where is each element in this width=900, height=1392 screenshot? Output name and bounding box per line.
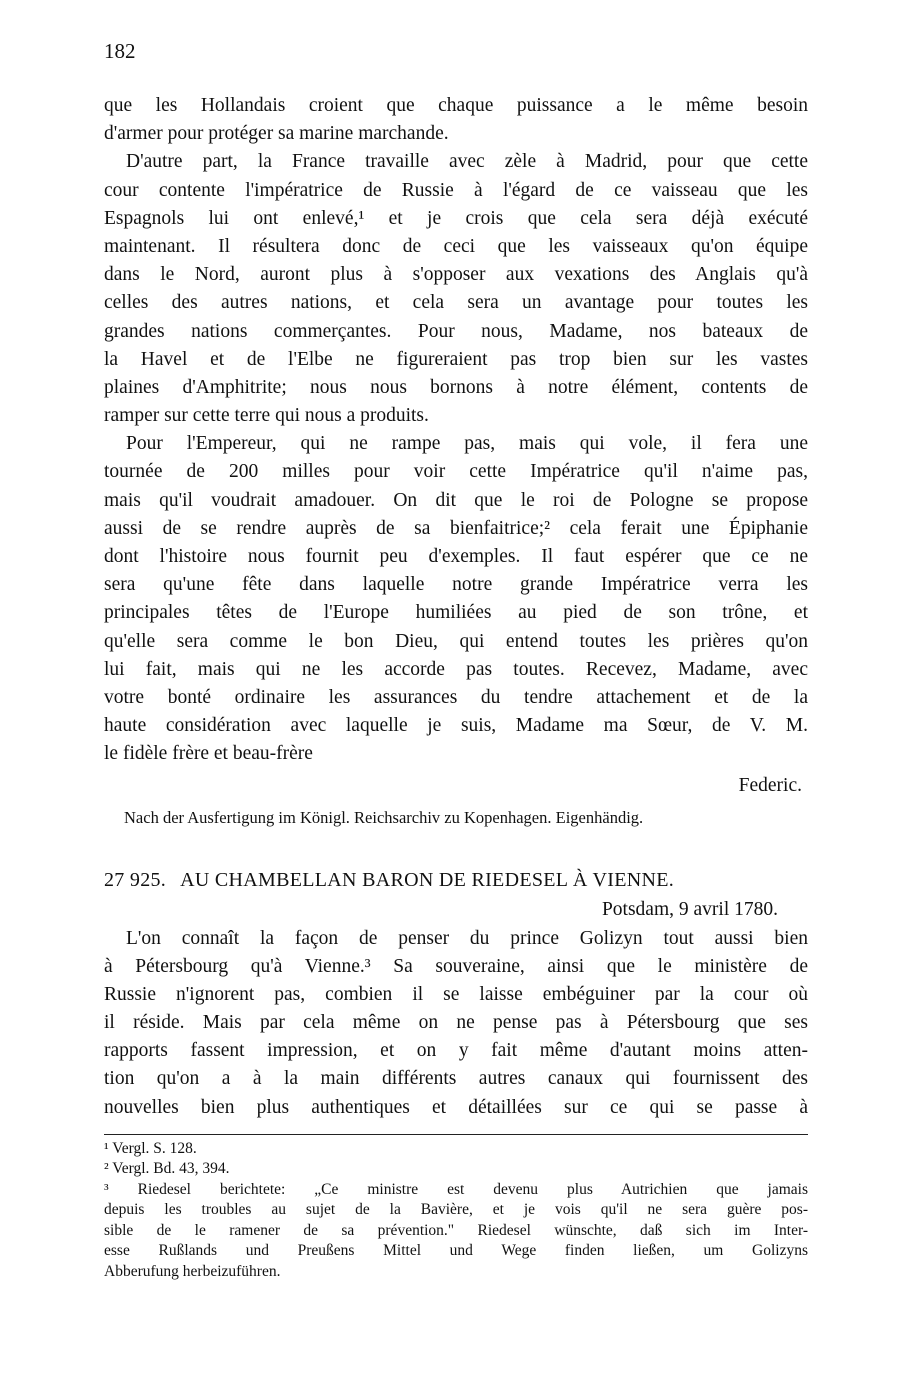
text-line: haute considération avec laquelle je suis, Madame ma Sœur, de V. M. [104, 715, 808, 737]
footnote-line: depuis les troubles au sujet de la Bavière, et je vois qu'il ne sera guère pos- [104, 1201, 808, 1219]
text-line: maintenant. Il résultera donc de ceci que les vaisseaux qu'on équipe [104, 235, 808, 257]
text-line: Espagnols lui ont enlevé,¹ et je crois que cela sera déjà exécuté [104, 207, 808, 229]
letter-body-1 [104, 92, 808, 769]
text-line: dans le Nord, auront plus à s'opposer aux vexations des Anglais qu'à [104, 264, 808, 286]
text-line: L'on connaît la façon de penser du prince Golizyn tout aussi bien [126, 927, 808, 949]
text-line: il réside. Mais par cela même on ne pense pas à Pétersbourg que ses [104, 1012, 808, 1034]
text-line: D'autre part, la France travaille avec zèle à Madrid, pour que cette [126, 151, 808, 173]
text-line: mais qu'il voudrait amadouer. On dit que le roi de Pologne se propose [104, 489, 808, 511]
footnote-line: esse Rußlands und Preußens Mittel und Wege finden ließen, um Golizyns [104, 1242, 808, 1260]
text-line: rapports fassent impression, et on y fait même d'autant moins atten- [104, 1040, 808, 1062]
text-line: dont l'histoire nous fournit peu d'exemples. Il faut espérer que ce ne [104, 546, 808, 567]
text-line: Russie n'ignorent pas, combien il se laisse embéguiner par la cour où [104, 983, 808, 1005]
text-line: qu'elle sera comme le bon Dieu, qui entend toutes les prières qu'on [104, 630, 808, 652]
footnote-divider [104, 1134, 808, 1135]
text-line: plaines d'Amphitrite; nous nous bornons à notre élément, contents de [104, 376, 808, 398]
document-page [104, 36, 808, 1282]
signature: Federic. [738, 774, 802, 796]
footnote-line: Abberufung herbeizuführen. [104, 1262, 281, 1280]
text-line: sera qu'une fête dans laquelle notre grande Impératrice verra les [104, 574, 808, 596]
text-line: aussi de se rendre auprès de sa bienfaitrice;² cela ferait une Épiphanie [104, 517, 808, 539]
footnote-line: ¹ Vergl. S. 128. [104, 1139, 197, 1157]
text-line: ramper sur cette terre qui nous a produits. [104, 405, 429, 427]
text-line: d'armer pour protéger sa marine marchande. [104, 123, 449, 145]
letter-heading [104, 865, 808, 895]
text-line: le fidèle frère et beau-frère [104, 743, 313, 765]
footnotes [104, 1139, 808, 1283]
text-line: Pour l'Empereur, qui ne rampe pas, mais qui vole, il fera une [126, 433, 808, 455]
text-line: tournée de 200 milles pour voir cette Impératrice qu'il n'aime pas, [104, 461, 808, 483]
footnote-line: ³ Riedesel berichtete: „Ce ministre est devenu plus Autrichien que jamais [104, 1180, 808, 1198]
letter-title: AU CHAMBELLAN BARON DE RIEDESEL À VIENNE. [180, 868, 675, 891]
source-note: Nach der Ausfertigung im Königl. Reichsarchiv zu Kopenhagen. Eigenhändig. [124, 807, 644, 827]
dateline: Potsdam, 9 avril 1780. [601, 898, 778, 920]
letter-number: 27 925. [104, 868, 167, 891]
text-line: principales têtes de l'Europe humiliées au pied de son trône, et [104, 602, 808, 624]
footnote-line: sible de le ramener de sa prévention." Riedesel wünschte, daß sich im Inter- [104, 1221, 808, 1239]
footnote-line: ² Vergl. Bd. 43, 394. [104, 1160, 230, 1178]
text-line: lui fait, mais qui ne les accorde pas toutes. Recevez, Madame, avec [104, 658, 808, 680]
text-line: à Pétersbourg qu'à Vienne.³ Sa souveraine, ainsi que le ministère de [104, 955, 808, 977]
text-line: grandes nations commerçantes. Pour nous, Madame, nos bateaux de [104, 320, 808, 342]
letter-body-2 [104, 925, 808, 1122]
text-line: nouvelles bien plus authentiques et détaillées sur ce qui se passe à [104, 1096, 808, 1118]
text-line: votre bonté ordinaire les assurances du tendre attachement et de la [104, 686, 808, 708]
text-line: que les Hollandais croient que chaque puissance a le même besoin [104, 95, 808, 116]
text-line: tion qu'on a à la main différents autres canaux qui fournissent des [104, 1068, 808, 1090]
page-number: 182 [104, 39, 136, 63]
text-line: la Havel et de l'Elbe ne figureraient pas trop bien sur les vastes [104, 348, 808, 370]
text-line: celles des autres nations, et cela sera un avantage pour toutes les [104, 292, 808, 314]
text-line: cour contente l'impératrice de Russie à l'égard de ce vaisseau que les [104, 179, 808, 201]
